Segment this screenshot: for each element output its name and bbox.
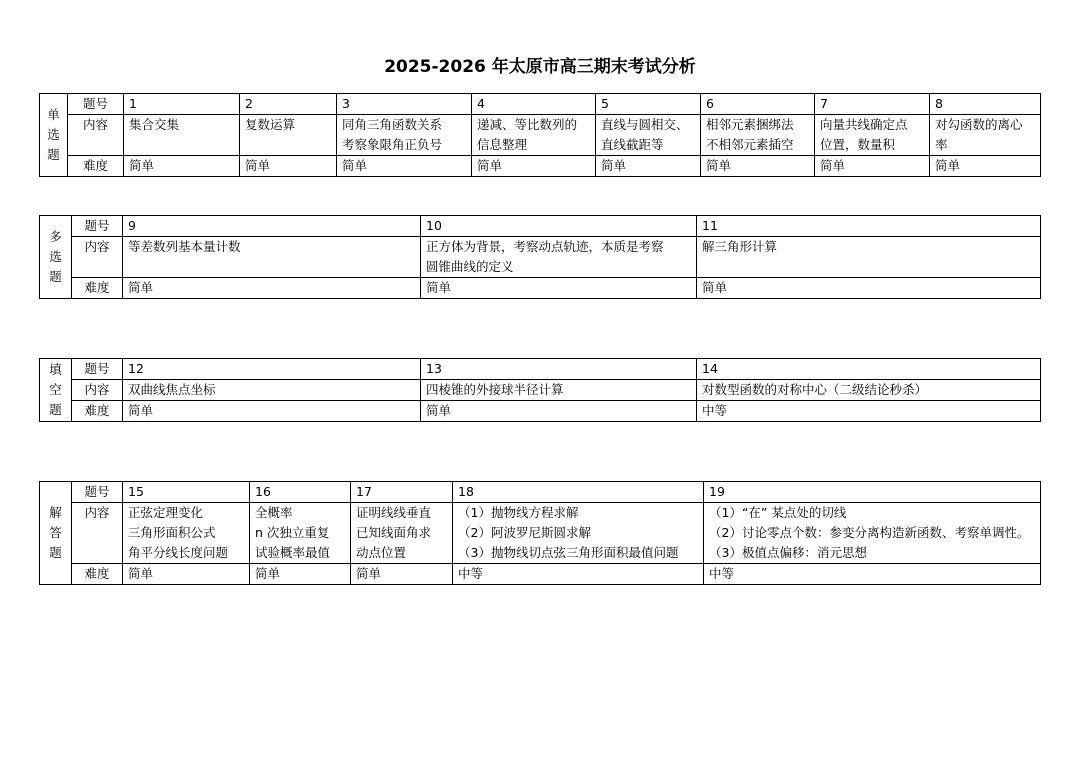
question-difficulty: 简单 (697, 278, 1041, 299)
question-number: 3 (337, 94, 472, 115)
question-number: 14 (697, 359, 1041, 380)
question-difficulty: 简单 (240, 156, 337, 177)
row-label-content: 内容 (68, 115, 124, 156)
question-content: 对勾函数的离心 率 (930, 115, 1041, 156)
question-difficulty: 简单 (123, 564, 250, 585)
question-number: 13 (421, 359, 697, 380)
question-difficulty: 简单 (421, 401, 697, 422)
question-difficulty: 简单 (351, 564, 453, 585)
question-content: 四棱锥的外接球半径计算 (421, 380, 697, 401)
question-number: 15 (123, 482, 250, 503)
question-number: 10 (421, 216, 697, 237)
question-number: 8 (930, 94, 1041, 115)
question-difficulty: 简单 (123, 278, 421, 299)
page-title: 2025-2026 年太原市高三期末考试分析 (384, 57, 696, 77)
question-difficulty: 中等 (697, 401, 1041, 422)
row-label-num: 题号 (72, 482, 123, 503)
single-choice-table (39, 93, 1041, 177)
question-difficulty: 简单 (124, 156, 240, 177)
row-label-num: 题号 (68, 94, 124, 115)
question-difficulty: 中等 (704, 564, 1041, 585)
row-label-num: 题号 (72, 216, 123, 237)
question-content: 集合交集 (124, 115, 240, 156)
question-difficulty: 简单 (472, 156, 596, 177)
question-content: 对数型函数的对称中心（二级结论秒杀） (697, 380, 1041, 401)
question-content: 直线与圆相交、 直线截距等 (596, 115, 701, 156)
row-label-difficulty: 难度 (72, 278, 123, 299)
question-difficulty: 简单 (337, 156, 472, 177)
question-content: 等差数列基本量计数 (123, 237, 421, 278)
row-label-content: 内容 (72, 380, 123, 401)
question-difficulty: 简单 (815, 156, 930, 177)
question-content: 复数运算 (240, 115, 337, 156)
question-number: 4 (472, 94, 596, 115)
question-difficulty: 简单 (930, 156, 1041, 177)
question-number: 11 (697, 216, 1041, 237)
question-number: 9 (123, 216, 421, 237)
question-difficulty: 简单 (596, 156, 701, 177)
solution-table (39, 481, 1041, 585)
question-content: （1）抛物线方程求解 （2）阿波罗尼斯圆求解 （3）抛物线切点弦三角形面积最值问题 (453, 503, 704, 564)
question-number: 12 (123, 359, 421, 380)
fill-blank-table (39, 358, 1041, 422)
row-label-difficulty: 难度 (72, 401, 123, 422)
question-number: 6 (701, 94, 815, 115)
question-content: 向量共线确定点 位置，数量积 (815, 115, 930, 156)
question-content: （1）“在” 某点处的切线 （2）讨论零点个数：参变分离构造新函数、考察单调性。 （3）极值点偏移：消元思想 (704, 503, 1041, 564)
question-content: 正弦定理变化 三角形面积公式 角平分线长度问题 (123, 503, 250, 564)
question-content: 全概率 n 次独立重复 试验概率最值 (250, 503, 351, 564)
question-difficulty: 简单 (250, 564, 351, 585)
question-number: 5 (596, 94, 701, 115)
question-content: 解三角形计算 (697, 237, 1041, 278)
question-number: 18 (453, 482, 704, 503)
row-label-content: 内容 (72, 237, 123, 278)
row-label-difficulty: 难度 (72, 564, 123, 585)
row-label-difficulty: 难度 (68, 156, 124, 177)
row-label-num: 题号 (72, 359, 123, 380)
question-number: 2 (240, 94, 337, 115)
row-label-content: 内容 (72, 503, 123, 564)
question-content: 递减、等比数列的 信息整理 (472, 115, 596, 156)
question-difficulty: 简单 (701, 156, 815, 177)
category-label: 多 选 题 (40, 216, 72, 299)
question-number: 19 (704, 482, 1041, 503)
question-number: 17 (351, 482, 453, 503)
category-label: 解 答 题 (40, 482, 72, 585)
question-content: 正方体为背景，考察动点轨迹，本质是考察 圆锥曲线的定义 (421, 237, 697, 278)
question-difficulty: 中等 (453, 564, 704, 585)
question-content: 双曲线焦点坐标 (123, 380, 421, 401)
question-content: 证明线线垂直 已知线面角求 动点位置 (351, 503, 453, 564)
question-difficulty: 简单 (123, 401, 421, 422)
question-content: 同角三角函数关系 考察象限角正负号 (337, 115, 472, 156)
category-label: 单 选 题 (40, 94, 68, 177)
category-label: 填 空 题 (40, 359, 72, 422)
multi-choice-table (39, 215, 1041, 299)
question-content: 相邻元素捆绑法 不相邻元素插空 (701, 115, 815, 156)
question-number: 1 (124, 94, 240, 115)
question-number: 7 (815, 94, 930, 115)
question-difficulty: 简单 (421, 278, 697, 299)
question-number: 16 (250, 482, 351, 503)
